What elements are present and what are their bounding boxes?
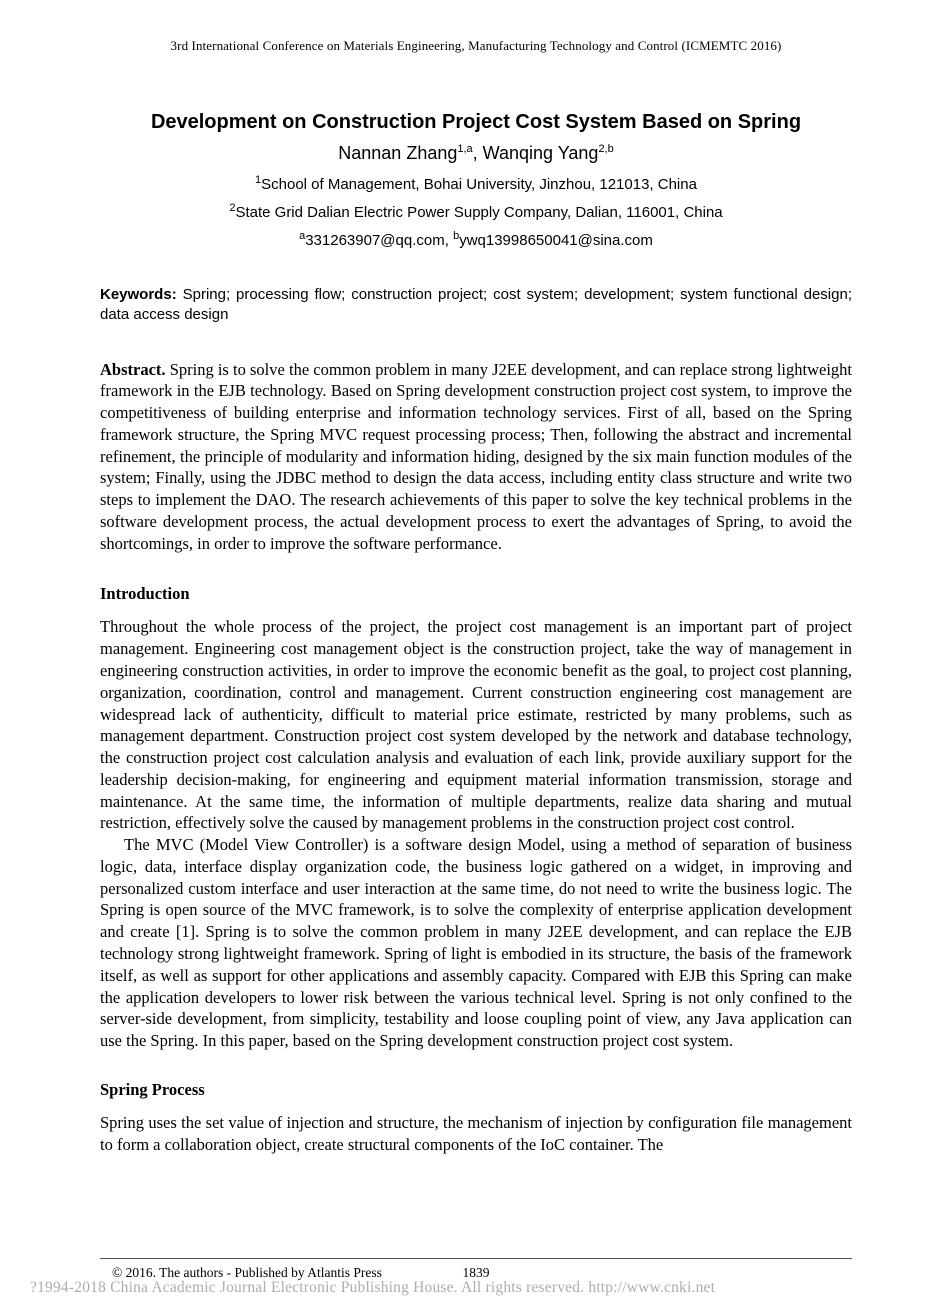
introduction-paragraph-1: Throughout the whole process of the project, the project cost management is an important part of project management. Engineering cost management object is the construction project, take the way of management in engineering construction activities, in order to improve the economic benefit as the goal, to project cost planning, organization, coordination, control and management. Current construction engineering cost management are widespread lack of authenticity, difficult to material price estimate, restricted by many problems, such as management department. Construction project cost system developed by the network and database technology, the construction project cost calculation analysis and evaluation of each link, provide auxiliary support for the leadership decision-making, for engineering and equipment material information transmission, storage and maintenance. At the same time, the information of multiple departments, realize data sharing and mutual restriction, effectively solve the caused by management problems in the construction project cost control. [100,617,852,833]
email-sup-a: a [299,230,306,242]
email-address-b: ywq13998650041@sina.com [459,232,653,249]
section-heading-introduction: Introduction [100,584,190,604]
affiliation-2-text: State Grid Dalian Electric Power Supply Company, Dalian, 116001, China [235,204,723,221]
keywords-block [100,285,852,325]
section-heading-spring-process: Spring Process [100,1079,205,1099]
abstract-label: Abstract. [100,359,166,379]
page-footer [100,1258,852,1281]
page-number: 1839 [462,1265,490,1280]
running-head: 3rd International Conference on Materials Engineering, Manufacturing Technology and Control (ICMEMTC 2016) [170,38,782,53]
authors-line [100,143,852,164]
page-title: Development on Construction Project Cost System Based on Spring [150,111,802,133]
affiliation-1-sup: 1 [255,174,262,186]
introduction-paragraph-2: The MVC (Model View Controller) is a software design Model, using a method of separation of business logic, data, interface display organization code, the business logic gathered on a widget, in improving and personalized custom interface and user interaction at the same time, do not need to write the business logic. The Spring is open source of the MVC framework, is to solve the complexity of enterprise application development and create [1]. Spring is to solve the common problem in many J2EE development, and can replace the EJB technology strong lightweight framework. Spring of light is embodied in its structure, the basis of the framework itself, as well as support for other applications and assembly capacity. Compared with EJB this Spring can make the application developers to lower risk between the various technical level. Spring is not only confined to the server-side development, from simplicity, testability and loose coupling point of view, any Java application can use the Spring. In this paper, based on the Spring development construction project cost system. [100,835,852,1051]
author-sup-2: 2,b [598,143,614,155]
keywords-text: Spring; processing flow; construction project; cost system; development; system functional design; data access design [100,286,852,323]
author-name-2: Wanqing Yang [482,143,599,163]
affiliation-2-sup: 2 [229,202,236,214]
footer-copyright: © 2016. The authors - Published by Atlantis Press [112,1265,382,1280]
abstract-block [100,359,852,555]
author-sup-1: 1,a [457,143,473,155]
email-separator: , [444,232,454,249]
spring-process-paragraph-1: Spring uses the set value of injection and structure, the mechanism of injection by configuration file management to form a collaboration object, create structural components of the IoC container. The [100,1112,852,1154]
keywords-label: Keywords: [100,286,177,303]
email-address-a: 331263907@qq.com [305,232,445,249]
affiliation-1-text: School of Management, Bohai University, Jinzhou, 121013, China [261,176,697,193]
cnki-watermark: ?1994-2018 China Academic Journal Electronic Publishing House. All rights reserved. http://www.cnki.net [30,1279,716,1296]
affiliation-2 [100,204,852,221]
abstract-text: Spring is to solve the common problem in many J2EE development, and can replace strong lightweight framework in the EJB technology. Based on Spring development construction project cost system, to improve the competitiveness of building enterprise and information technology services. First of all, based on the Spring framework structure, the Spring MVC request processing process; Then, following the abstract and incremental refinement, the principle of modularity and information hiding, designed by the six main function modules of the system; Finally, using the JDBC method to design the data access, including entity class structure and write two steps to implement the DAO. The research achievements of this paper to solve the key technical problems in the software development process, the actual development process to exert the advantages of Spring, to avoid the shortcomings, in order to improve the software performance. [100,359,852,553]
author-separator: , [472,143,483,163]
author-name-1: Nannan Zhang [338,143,458,163]
affiliation-1 [100,176,852,193]
emails-line [100,232,852,249]
email-sup-b: b [453,230,460,242]
